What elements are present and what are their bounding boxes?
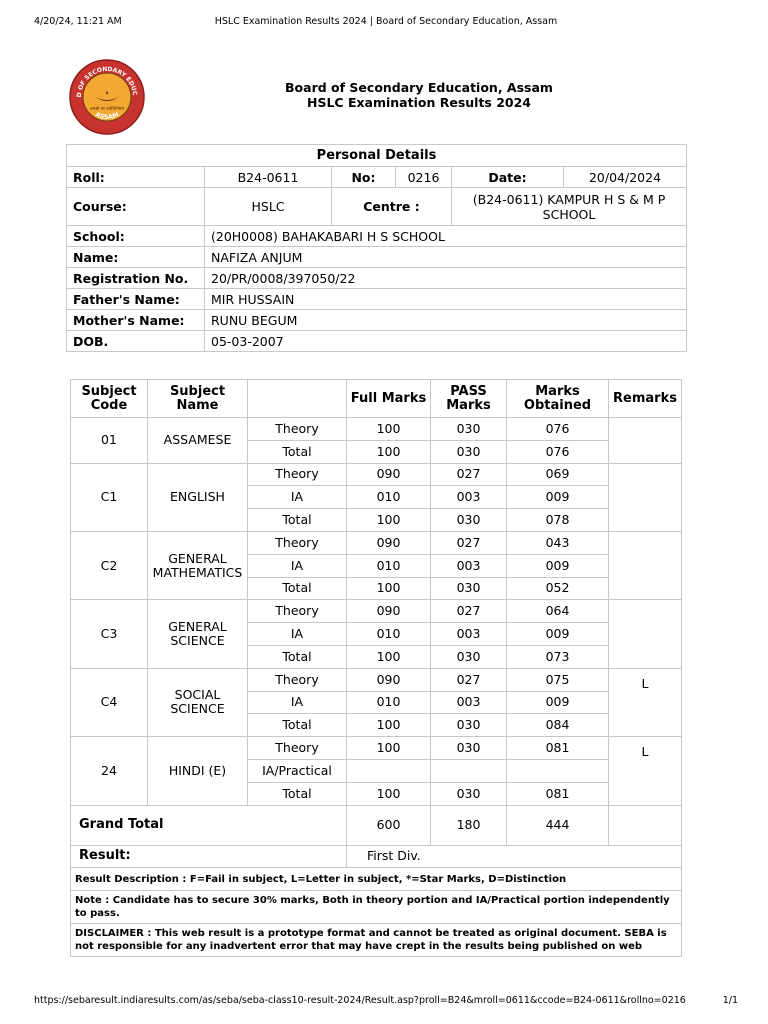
course-value: HSLC (205, 188, 332, 226)
subject-code: 01 (71, 418, 148, 464)
subject-code: C1 (71, 463, 148, 531)
subject-remarks: L (609, 668, 682, 736)
full-marks: 010 (347, 486, 431, 509)
disclaimer-row (71, 924, 682, 957)
subject-part: Theory (248, 463, 347, 486)
subject-name: SOCIAL SCIENCE (148, 668, 248, 736)
subject-row (71, 668, 682, 691)
subject-part: IA/Practical (248, 759, 347, 782)
father-value: MIR HUSSAIN (205, 289, 687, 310)
registration-label: Registration No. (67, 268, 205, 289)
subject-part: Total (248, 714, 347, 737)
pass-marks: 030 (431, 714, 507, 737)
print-header (34, 16, 738, 30)
pass-marks: 030 (431, 509, 507, 532)
subject-row (71, 737, 682, 760)
pass-marks: 003 (431, 486, 507, 509)
subject-remarks (609, 418, 682, 464)
marks-obtained: 064 (507, 600, 609, 623)
marks-table (70, 379, 682, 957)
header-pass-marks: PASS Marks (431, 380, 507, 418)
centre-value: (B24-0611) KAMPUR H S & M P SCHOOL (452, 188, 687, 226)
centre-label: Centre : (332, 188, 452, 226)
marks-obtained (507, 759, 609, 782)
subject-part: Theory (248, 737, 347, 760)
dob-row (67, 331, 687, 352)
father-row (67, 289, 687, 310)
subject-part: Total (248, 782, 347, 805)
print-datetime: 4/20/24, 11:21 AM (34, 16, 122, 27)
mother-row (67, 310, 687, 331)
personal-details-table (66, 144, 687, 352)
full-marks: 090 (347, 463, 431, 486)
marks-obtained: 009 (507, 486, 609, 509)
date-label: Date: (452, 167, 564, 188)
grand-total-label: Grand Total (71, 805, 347, 845)
subject-part: Theory (248, 418, 347, 441)
grand-pass-marks: 180 (431, 805, 507, 845)
note-text: Note : Candidate has to secure 30% marks, Both in theory portion and IA/Practical portion independently to pass. (71, 891, 682, 924)
pass-marks: 030 (431, 737, 507, 760)
subject-remarks: L (609, 737, 682, 805)
subject-part: Theory (248, 531, 347, 554)
subject-part: IA (248, 623, 347, 646)
full-marks: 010 (347, 623, 431, 646)
header-subject-code: Subject Code (71, 380, 148, 418)
full-marks: 100 (347, 645, 431, 668)
grand-marks-obtained: 444 (507, 805, 609, 845)
print-title: HSLC Examination Results 2024 | Board of Secondary Education, Assam (214, 16, 558, 27)
full-marks: 010 (347, 554, 431, 577)
pass-marks: 030 (431, 782, 507, 805)
print-url: https://sebaresult.indiaresults.com/as/seba/seba-class10-result-2024/Result.asp?proll=B24&mroll=0611&ccode=B24-0611&rollno=0216 (34, 995, 686, 1006)
seba-logo (68, 58, 146, 136)
personal-details-title: Personal Details (67, 145, 687, 167)
school-row (67, 226, 687, 247)
header-marks-obtained: Marks Obtained (507, 380, 609, 418)
subject-part: Total (248, 577, 347, 600)
date-value: 20/04/2024 (564, 167, 687, 188)
subject-name: ENGLISH (148, 463, 248, 531)
subject-remarks (609, 463, 682, 531)
subject-code: C4 (71, 668, 148, 736)
full-marks: 090 (347, 600, 431, 623)
father-label: Father's Name: (67, 289, 205, 310)
mother-value: RUNU BEGUM (205, 310, 687, 331)
subject-code: C3 (71, 600, 148, 668)
result-row (71, 845, 682, 868)
course-row (67, 188, 687, 226)
grand-remarks (609, 805, 682, 845)
subject-part: IA (248, 691, 347, 714)
result-description-row (71, 868, 682, 891)
marks-obtained: 084 (507, 714, 609, 737)
pass-marks: 027 (431, 668, 507, 691)
subject-row (71, 600, 682, 623)
pass-marks: 027 (431, 600, 507, 623)
print-footer (34, 995, 738, 1009)
full-marks: 100 (347, 737, 431, 760)
subject-remarks (609, 531, 682, 599)
logo-ring-text-top: D OF SECONDARY EDUC (75, 65, 139, 98)
pass-marks: 030 (431, 418, 507, 441)
header-remarks: Remarks (609, 380, 682, 418)
board-heading (150, 80, 688, 110)
subject-code: C2 (71, 531, 148, 599)
marks-obtained: 081 (507, 737, 609, 760)
pass-marks: 027 (431, 463, 507, 486)
pass-marks (431, 759, 507, 782)
marks-obtained: 009 (507, 623, 609, 646)
pass-marks: 030 (431, 577, 507, 600)
subject-name: GENERAL SCIENCE (148, 600, 248, 668)
subject-name: ASSAMESE (148, 418, 248, 464)
logo-ring-text-bottom: ASSAM (93, 110, 121, 122)
subject-remarks (609, 600, 682, 668)
marks-obtained: 009 (507, 554, 609, 577)
full-marks: 100 (347, 714, 431, 737)
result-label: Result: (71, 845, 347, 868)
roll-label: Roll: (67, 167, 205, 188)
pass-marks: 003 (431, 623, 507, 646)
full-marks (347, 759, 431, 782)
header-part (248, 380, 347, 418)
course-label: Course: (67, 188, 205, 226)
subject-name: GENERAL MATHEMATICS (148, 531, 248, 599)
subject-part: Total (248, 509, 347, 532)
board-name: Board of Secondary Education, Assam (285, 80, 553, 95)
header-subject-name: Subject Name (148, 380, 248, 418)
marks-obtained: 009 (507, 691, 609, 714)
marks-obtained: 076 (507, 418, 609, 441)
pass-marks: 003 (431, 691, 507, 714)
marks-obtained: 069 (507, 463, 609, 486)
subject-part: Theory (248, 668, 347, 691)
marks-obtained: 073 (507, 645, 609, 668)
name-label: Name: (67, 247, 205, 268)
school-label: School: (67, 226, 205, 247)
no-value: 0216 (396, 167, 452, 188)
header-full-marks: Full Marks (347, 380, 431, 418)
marks-obtained: 078 (507, 509, 609, 532)
grand-total-row (71, 805, 682, 845)
dob-label: DOB. (67, 331, 205, 352)
marks-obtained: 081 (507, 782, 609, 805)
mother-label: Mother's Name: (67, 310, 205, 331)
subject-part: IA (248, 486, 347, 509)
full-marks: 090 (347, 531, 431, 554)
subject-part: Theory (248, 600, 347, 623)
grand-full-marks: 600 (347, 805, 431, 845)
full-marks: 090 (347, 668, 431, 691)
subject-part: Total (248, 440, 347, 463)
marks-obtained: 052 (507, 577, 609, 600)
roll-value: B24-0611 (205, 167, 332, 188)
pass-marks: 030 (431, 645, 507, 668)
name-row (67, 247, 687, 268)
full-marks: 100 (347, 782, 431, 805)
roll-row (67, 167, 687, 188)
subject-row (71, 531, 682, 554)
subject-part: Total (248, 645, 347, 668)
registration-value: 20/PR/0008/397050/22 (205, 268, 687, 289)
marks-header-row (71, 380, 682, 418)
full-marks: 100 (347, 509, 431, 532)
subject-code: 24 (71, 737, 148, 805)
subject-part: IA (248, 554, 347, 577)
marks-obtained: 075 (507, 668, 609, 691)
full-marks: 010 (347, 691, 431, 714)
result-value: First Div. (347, 845, 682, 868)
marks-obtained: 076 (507, 440, 609, 463)
pass-marks: 003 (431, 554, 507, 577)
subject-row (71, 418, 682, 441)
pass-marks: 027 (431, 531, 507, 554)
disclaimer-text: DISCLAIMER : This web result is a prototype format and cannot be treated as original document. SEBA is not responsible for any inadvertent error that may have crept in the results being published on web (71, 924, 682, 957)
full-marks: 100 (347, 440, 431, 463)
note-row (71, 891, 682, 924)
page-number: 1/1 (722, 995, 738, 1006)
result-description: Result Description : F=Fail in subject, L=Letter in subject, *=Star Marks, D=Distinction (71, 868, 682, 891)
exam-title: HSLC Examination Results 2024 (306, 95, 532, 110)
subject-row (71, 463, 682, 486)
school-value: (20H0008) BAHAKABARI H S SCHOOL (205, 226, 687, 247)
name-value: NAFIZA ANJUM (205, 247, 687, 268)
registration-row (67, 268, 687, 289)
no-label: No: (332, 167, 396, 188)
full-marks: 100 (347, 418, 431, 441)
full-marks: 100 (347, 577, 431, 600)
marks-obtained: 043 (507, 531, 609, 554)
pass-marks: 030 (431, 440, 507, 463)
dob-value: 05-03-2007 (205, 331, 687, 352)
subject-name: HINDI (E) (148, 737, 248, 805)
logo-motto: तमसो मा ज्योतिर्गमय (89, 107, 125, 112)
